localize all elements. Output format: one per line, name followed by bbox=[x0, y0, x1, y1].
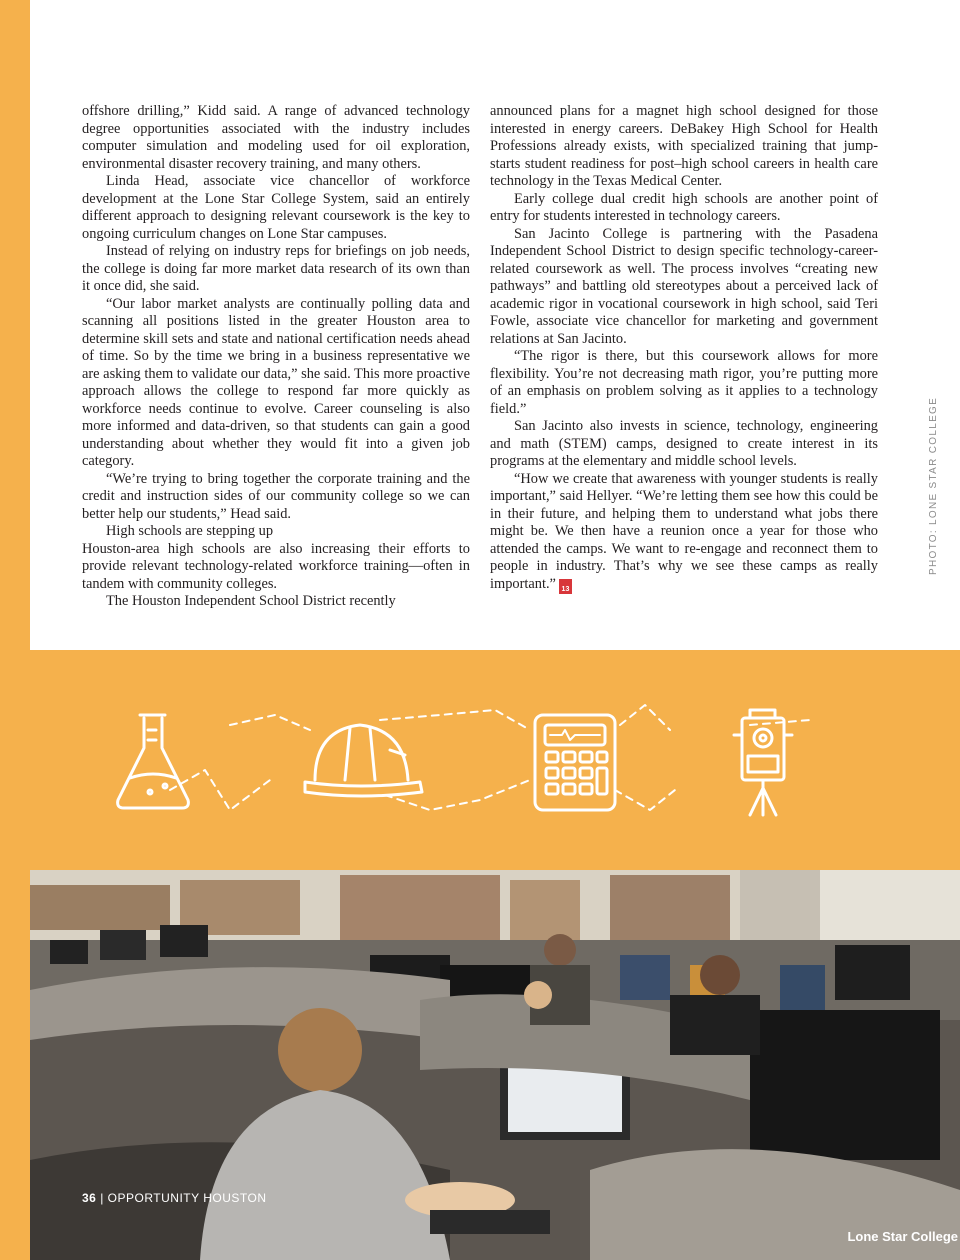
publication-name: OPPORTUNITY HOUSTON bbox=[107, 1191, 267, 1205]
paragraph: announced plans for a magnet high school designed for those interested in energy careers. DeBakey High School for Health Professions already exists, with specialized training that jump-starts student readiness for post–high school careers in health care technology in the Texas Medical Center. bbox=[490, 103, 878, 189]
paragraph: “The rigor is there, but this coursework allows for more flexibility. You’re not decreasing math rigor, you’re putting more of an emphasis on problem solving as it applies to a technology field.” bbox=[490, 348, 878, 417]
paragraph bbox=[490, 471, 878, 594]
paragraph: San Jacinto College is partnering with the Pasadena Independent School District to design specific technology-career-related coursework as well. The process involves “creating new pathways” and battling old stereotypes about a perceived lack of academic rigor in vocational coursework in high school, said Teri Fowle, associate vice chancellor for marketing and government relations at San Jacinto. bbox=[490, 225, 878, 347]
photo-caption: Lone Star College bbox=[847, 1229, 958, 1244]
paragraph: Linda Head, associate vice chancellor of workforce development at the Lone Star College System, said an entirely different approach to designing relevant coursework is the key to ongoing curriculum changes on Lone Star campuses. bbox=[82, 173, 470, 242]
subheading: High schools are stepping up bbox=[106, 523, 274, 539]
paragraph: “Our labor market analysts are continually polling data and scanning all positions listed in the greater Houston area to determine skill sets and state and national certification needs ahead of time. So by the time we bring in a business representative we are asking them to validate our data,” she said. This more proactive approach allows the college to respond far more quickly as workforce needs continue to evolve. Career counseling is also more informed and data-driven, so that students can gain a good understanding about whether they would fit into a given job category. bbox=[82, 295, 470, 469]
end-mark-bottom: 13 bbox=[561, 585, 570, 593]
end-mark-top: 20 bbox=[582, 578, 591, 586]
page-folio bbox=[82, 1191, 267, 1205]
photo-credit: PHOTO: LONE STAR COLLEGE bbox=[928, 396, 939, 575]
paragraph: “We’re trying to bring together the corporate training and the credit and instruction sides of our community college so we can better help our students,” Head said. bbox=[82, 470, 470, 522]
paragraph: San Jacinto also invests in science, technology, engineering and math (STEM) camps, designed to create interest in its programs at the elementary and middle school levels. bbox=[490, 418, 878, 469]
page-number: 36 bbox=[82, 1191, 97, 1205]
paragraph: Early college dual credit high schools are another point of entry for students interested in technology careers. bbox=[490, 190, 878, 224]
flask-icon bbox=[118, 715, 189, 808]
paragraph: Instead of relying on industry reps for briefings on job needs, the college is doing far more market data research of its own than it once did, she said. bbox=[82, 243, 470, 294]
paragraph-text: “How we create that awareness with younger students is really important,” said Hellyer. “We’re letting them see how this could be in their future, and helping them to understand what jobs there might be. We then have a reunion once a year for those who attended the camps. We want to re-engage and reconnect them to people in industry. That’s why we see these camps as really important.” bbox=[490, 470, 878, 592]
article-left-column bbox=[82, 103, 470, 611]
calculator-icon bbox=[535, 715, 615, 810]
dashed-path bbox=[170, 705, 810, 810]
article-right-column bbox=[490, 103, 878, 594]
end-mark bbox=[559, 578, 591, 594]
paragraph: The Houston Independent School District recently bbox=[106, 593, 396, 609]
career-icons-illustration bbox=[110, 700, 810, 820]
paragraph: offshore drilling,” Kidd said. A range of advanced technology degree opportunities associated with the industry includes computer simulation and modeling used for oil exploration, environmental disaster recovery training, and many others. bbox=[82, 103, 470, 172]
hard-hat-icon bbox=[305, 725, 422, 796]
folio-separator: | bbox=[96, 1191, 108, 1205]
survey-instrument-icon bbox=[734, 710, 792, 815]
paragraph: Houston-area high schools are also increasing their efforts to provide relevant technology-related workforce training—often in tandem with community colleges. bbox=[82, 540, 470, 592]
